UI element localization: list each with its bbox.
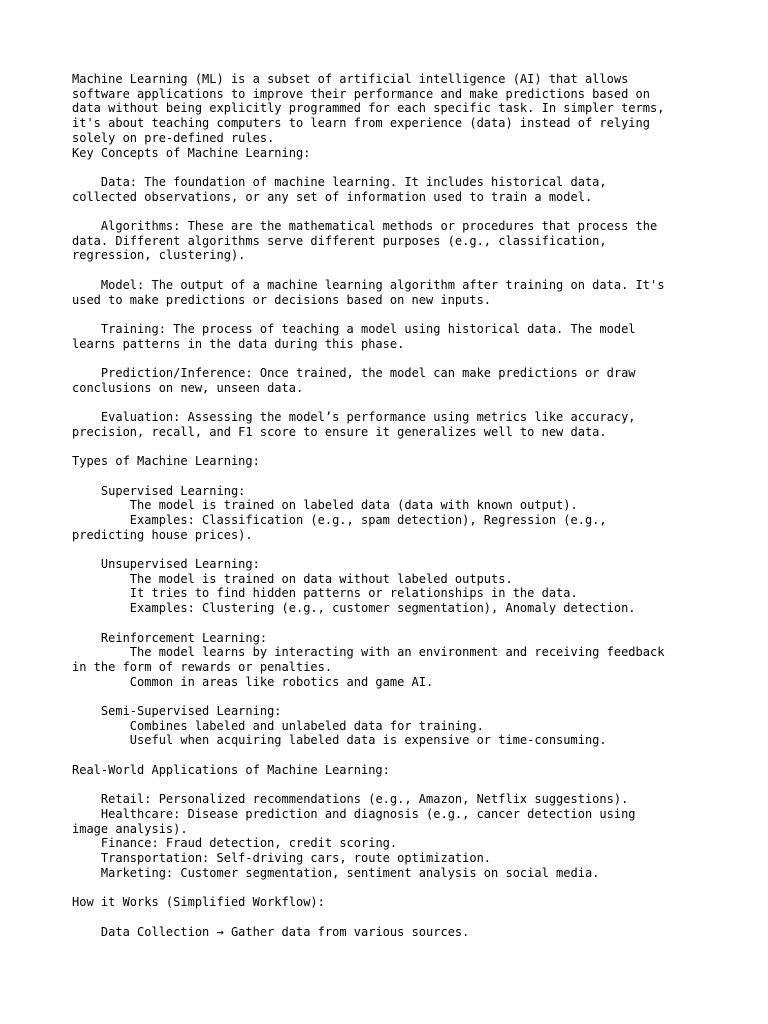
document-line: predicting house prices).	[72, 527, 253, 542]
document-line: Semi-Supervised Learning:	[72, 704, 282, 719]
document-line: Prediction/Inference: Once trained, the model can make predictions or draw	[72, 365, 636, 380]
document-line	[72, 880, 696, 895]
document-line	[72, 307, 696, 322]
document-line: Real-World Applications of Machine Learning:	[72, 762, 390, 777]
document-line: It tries to find hidden patterns or relationships in the data.	[72, 586, 578, 601]
document-line: conclusions on new, unseen data.	[72, 380, 304, 395]
document-line: collected observations, or any set of information used to train a model.	[72, 189, 593, 204]
document-line: Machine Learning (ML) is a subset of artificial intelligence (AI) that allows	[72, 72, 629, 86]
document-line	[72, 395, 696, 410]
document-line: precision, recall, and F1 score to ensure it generalizes well to new data.	[72, 424, 607, 439]
document-line: Data: The foundation of machine learning. It includes historical data,	[72, 174, 607, 189]
document-line: The model is trained on data without labeled outputs.	[72, 571, 513, 586]
document-line: regression, clustering).	[72, 248, 246, 263]
document-line: solely on pre-defined rules.	[72, 130, 275, 145]
document-line: used to make predictions or decisions based on new inputs.	[72, 292, 492, 307]
document-line: Data Collection → Gather data from various sources.	[72, 924, 470, 939]
document-body	[72, 72, 696, 939]
document-line: Healthcare: Disease prediction and diagnosis (e.g., cancer detection using	[72, 806, 636, 821]
document-line	[72, 910, 696, 925]
document-line	[72, 748, 696, 763]
document-line: data without being explicitly programmed for each specific task. In simpler terms,	[72, 101, 665, 116]
document-line: learns patterns in the data during this phase.	[72, 336, 405, 351]
document-line	[72, 616, 696, 631]
document-line	[72, 439, 696, 454]
document-line: Supervised Learning:	[72, 483, 246, 498]
document-line: Algorithms: These are the mathematical methods or procedures that process the	[72, 219, 658, 233]
document-line: Reinforcement Learning:	[72, 630, 268, 645]
document-line: Useful when acquiring labeled data is expensive or time-consuming.	[72, 733, 607, 748]
document-line	[72, 204, 696, 219]
document-line: it's about teaching computers to learn from experience (data) instead of relying	[72, 116, 650, 131]
document-line: The model is trained on labeled data (data with known output).	[72, 498, 578, 513]
document-line: Finance: Fraud detection, credit scoring.	[72, 836, 398, 851]
document-line	[72, 160, 696, 175]
document-line	[72, 542, 696, 557]
document-line: Evaluation: Assessing the model’s performance using metrics like accuracy,	[72, 410, 636, 425]
document-line: data. Different algorithms serve different purposes (e.g., classification,	[72, 233, 607, 248]
document-line: Examples: Classification (e.g., spam detection), Regression (e.g.,	[72, 512, 607, 527]
document-line: software applications to improve their performance and make predictions based on	[72, 86, 650, 101]
document-line: Types of Machine Learning:	[72, 454, 260, 469]
document-line	[72, 689, 696, 704]
document-line: Transportation: Self-driving cars, route optimization.	[72, 851, 492, 866]
document-line: Marketing: Customer segmentation, sentiment analysis on social media.	[72, 865, 600, 880]
document-line: Combines labeled and unlabeled data for training.	[72, 718, 484, 733]
document-line: in the form of rewards or penalties.	[72, 659, 333, 674]
document-line	[72, 263, 696, 278]
document-line: Model: The output of a machine learning algorithm after training on data. It's	[72, 277, 665, 292]
document-line	[72, 469, 696, 484]
document-line: Common in areas like robotics and game AI.	[72, 674, 434, 689]
document-line: Training: The process of teaching a model using historical data. The model	[72, 321, 636, 336]
document-line: Unsupervised Learning:	[72, 557, 260, 572]
document-line: Key Concepts of Machine Learning:	[72, 145, 311, 160]
document-line: image analysis).	[72, 821, 188, 836]
document-line	[72, 778, 696, 793]
document-line: Retail: Personalized recommendations (e.g., Amazon, Netflix suggestions).	[72, 792, 629, 807]
document-line: How it Works (Simplified Workflow):	[72, 895, 325, 910]
document-line: The model learns by interacting with an environment and receiving feedback	[72, 645, 665, 660]
document-line	[72, 351, 696, 366]
document-line: Examples: Clustering (e.g., customer segmentation), Anomaly detection.	[72, 601, 636, 616]
